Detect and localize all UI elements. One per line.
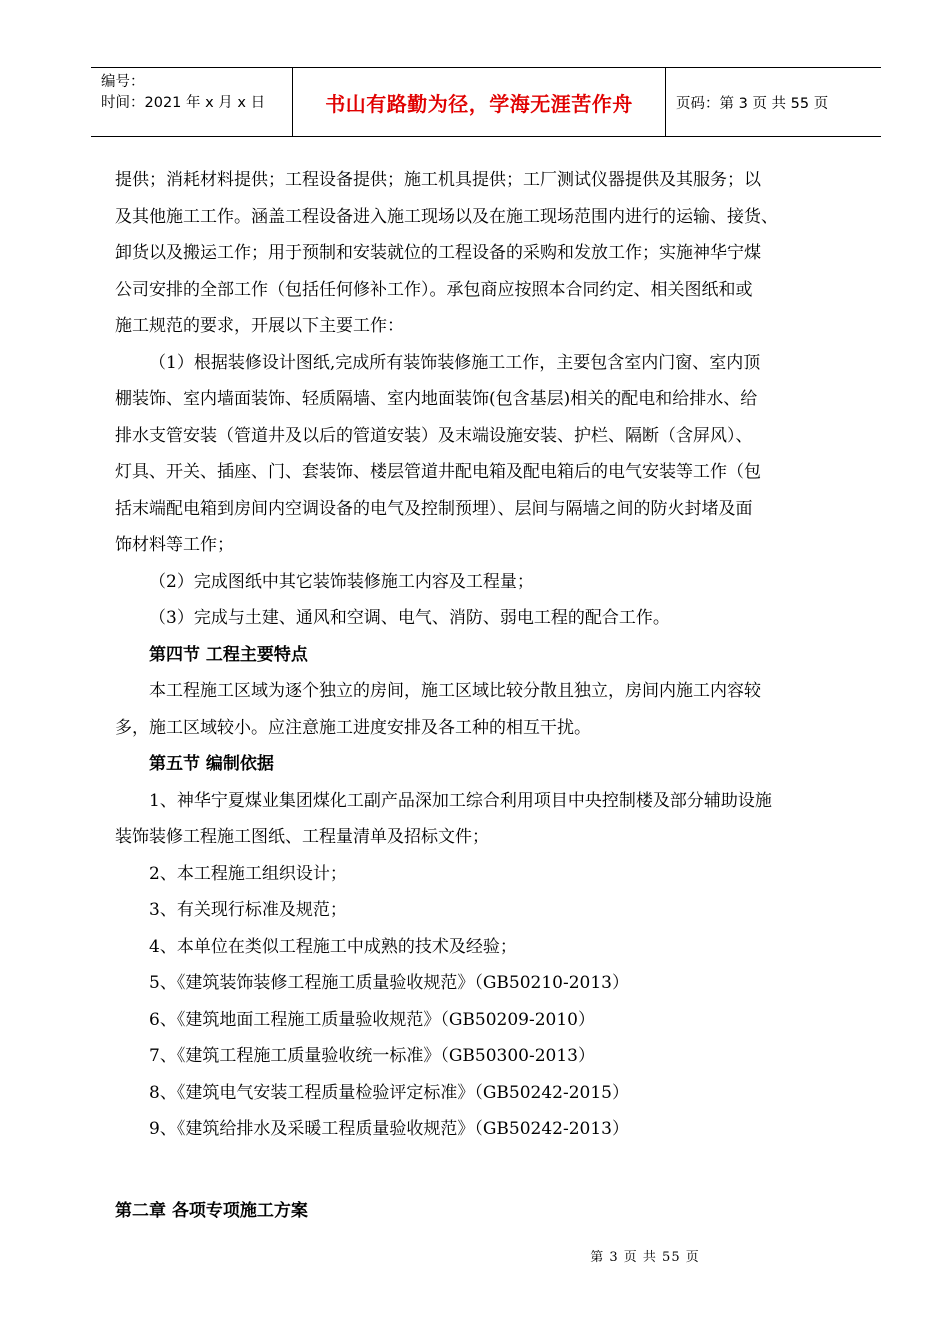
body-text-line: 1、神华宁夏煤业集团煤化工副产品深加工综合利用项目中央控制楼及部分辅助设施 [149, 790, 772, 811]
header-motto: 书山有路勤为径，学海无涯苦作舟 [293, 68, 666, 136]
body-text-line: 6、《建筑地面工程施工质量验收规范》（GB50209-2010） [149, 1009, 595, 1030]
body-text-line: 多，施工区域较小。应注意施工进度安排及各工种的相互干扰。 [115, 717, 591, 738]
body-text-line: 卸货以及搬运工作；用于预制和安装就位的工程设备的采购和发放工作；实施神华宁煤 [115, 243, 761, 263]
body-text-line: 7、《建筑工程施工质量验收统一标准》（GB50300-2013） [149, 1046, 595, 1066]
page-header [91, 67, 881, 137]
date-label: 时间：2021 年 x 月 x 日 [101, 95, 266, 111]
header-meta [91, 68, 293, 136]
document-body [115, 162, 855, 1148]
body-text-line: （3）完成与土建、通风和空调、电气、消防、弱电工程的配合工作。 [149, 608, 670, 628]
body-text-line: 3、有关现行标准及规范； [149, 900, 347, 920]
body-text-line: （1）根据装修设计图纸,完成所有装饰装修施工工作，主要包含室内门窗、室内顶 [149, 352, 761, 373]
body-text-line: 排水支管安装（管道井及以后的管道安装）及末端设施安装、护栏、隔断（含屏风）、 [115, 425, 753, 446]
body-text-line: 2、本工程施工组织设计； [149, 863, 347, 884]
section-heading: 第五节 编制依据 [149, 754, 274, 774]
body-text-line: 施工规范的要求，开展以下主要工作： [115, 316, 404, 336]
body-text-line: 棚装饰、室内墙面装饰、轻质隔墙、室内地面装饰(包含基层)相关的配电和给排水、给 [115, 389, 758, 409]
body-text-line: 9、《建筑给排水及采暖工程质量验收规范》（GB50242-2013） [149, 1119, 629, 1139]
body-text-line: 灯具、开关、插座、门、套装饰、楼层管道井配电箱及配电箱后的电气安装等工作（包 [115, 462, 761, 482]
header-page-number: 页码：第 3 页 共 55 页 [676, 95, 829, 112]
body-text-line: 装饰装修工程施工图纸、工程量清单及招标文件； [115, 827, 489, 847]
body-text-line: 5、《建筑装饰装修工程施工质量验收规范》（GB50210-2013） [149, 973, 629, 993]
body-text-line: （2）完成图纸中其它装饰装修施工内容及工程量； [149, 571, 534, 592]
body-text-line: 公司安排的全部工作（包括任何修补工作）。承包商应按照本合同约定、相关图纸和或 [115, 279, 753, 300]
body-text-line: 饰材料等工作； [115, 535, 234, 555]
chapter-heading: 第二章 各项专项施工方案 [115, 1201, 308, 1221]
body-text-line: 及其他施工工作。涵盖工程设备进入施工现场以及在施工现场范围内进行的运输、接货、 [115, 206, 778, 227]
body-text-line: 4、本单位在类似工程施工中成熟的技术及经验； [149, 936, 517, 957]
body-text-line: 本工程施工区域为逐个独立的房间，施工区域比较分散且独立，房间内施工内容较 [149, 681, 761, 701]
section-heading: 第四节 工程主要特点 [149, 644, 308, 665]
serial-number-label: 编号： [101, 74, 145, 90]
body-text-line: 括末端配电箱到房间内空调设备的电气及控制预埋）、层间与隔墙之间的防火封堵及面 [115, 498, 753, 519]
body-text-line: 提供；消耗材料提供；工程设备提供；施工机具提供；工厂测试仪器提供及其服务；以 [115, 170, 761, 190]
body-text-line: 8、《建筑电气安装工程质量检验评定标准》（GB50242-2015） [149, 1082, 629, 1103]
page-footer: 第 3 页 共 55 页 [590, 1250, 700, 1265]
